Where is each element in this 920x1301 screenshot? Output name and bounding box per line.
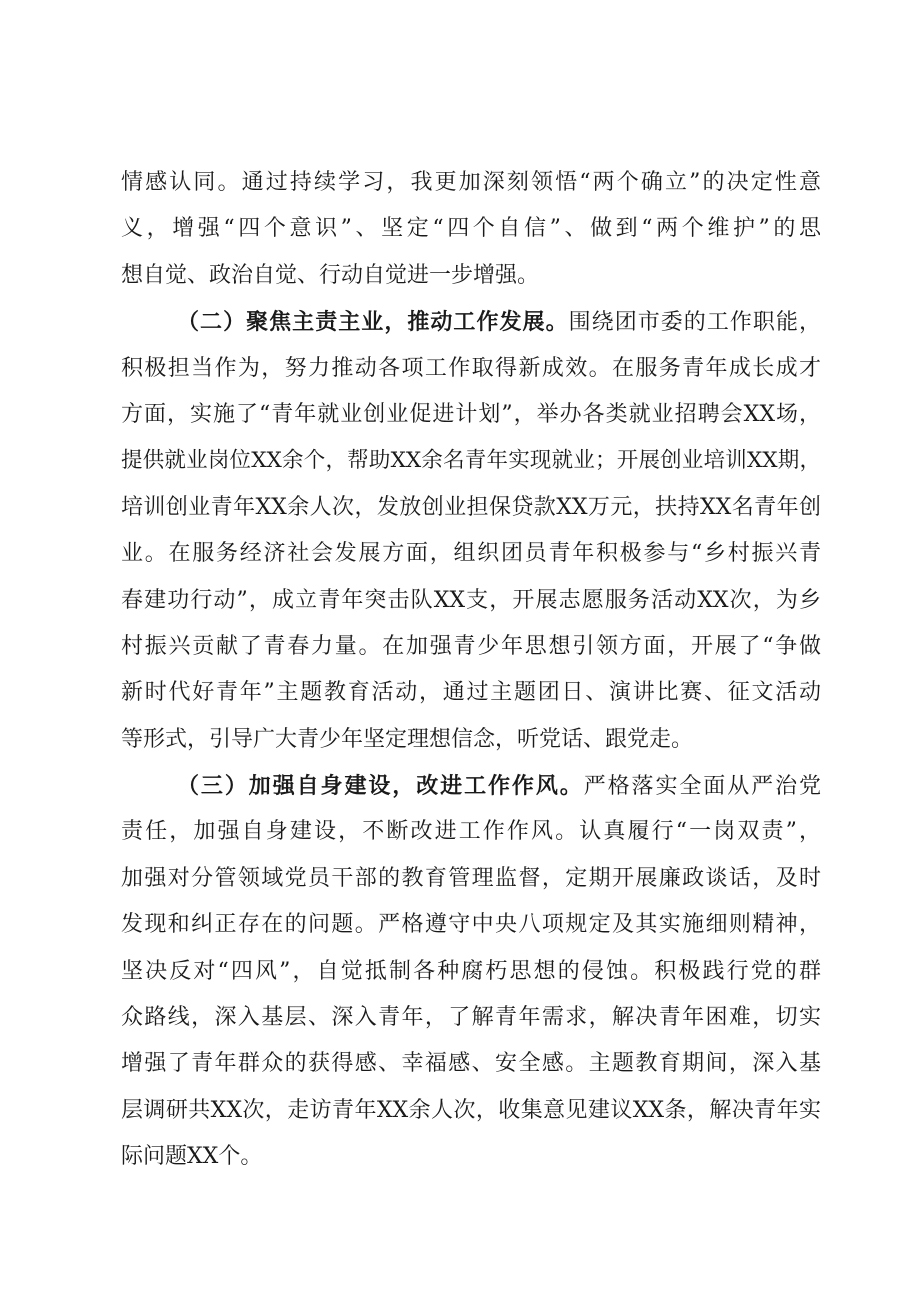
- text-line: 积极担当作为，努力推动各项工作取得新成效。在服务青年成长成才: [121, 355, 821, 381]
- paragraph-2: [121, 299, 821, 763]
- text-line: 责任，加强自身建设，不断改进工作作风。认真履行“一岗双责”，: [121, 819, 821, 845]
- text-line: 村振兴贡献了青春力量。在加强青少年思想引领方面，开展了“争做: [121, 633, 821, 659]
- text-line: 提供就业岗位XX余个，帮助XX余名青年实现就业；开展创业培训XX期，: [121, 448, 821, 474]
- text-line: 方面，实施了“青年就业创业促进计划”，举办各类就业招聘会XX场，: [121, 401, 821, 427]
- text-line: [121, 763, 821, 809]
- text-line: 义，增强“四个意识”、坚定“四个自信”、做到“两个维护”的思: [121, 216, 821, 242]
- text-line: 情感认同。通过持续学习，我更加深刻领悟“两个确立”的决定性意: [121, 170, 821, 195]
- text-line: 等形式，引导广大青少年坚定理想信念，听党话、跟党走。: [121, 726, 694, 752]
- text-line: 想自觉、政治自觉、行动自觉进一步增强。: [121, 262, 540, 288]
- document-page: [121, 160, 821, 1181]
- paragraph-3: [121, 763, 821, 1181]
- text-run: 严格落实全面从严治党: [583, 774, 821, 800]
- section-heading-3: （三）加强自身建设，改进工作作风。: [177, 773, 584, 800]
- section-heading-2: （二）聚焦主责主业，推动工作发展。: [177, 309, 569, 336]
- text-line: 加强对分管领域党员干部的教育管理监督，定期开展廉政谈话，及时: [121, 865, 821, 891]
- text-line: 增强了青年群众的获得感、幸福感、安全感。主题教育期间，深入基: [121, 1051, 821, 1077]
- text-line: 坚决反对“四风”，自觉抵制各种腐朽思想的侵蚀。积极践行党的群: [121, 958, 821, 984]
- text-line: 发现和纠正存在的问题。严格遵守中央八项规定及其实施细则精神，: [121, 912, 821, 938]
- text-line: 春建功行动”，成立青年突击队XX支，开展志愿服务活动XX次，为乡: [121, 587, 821, 613]
- text-line: 培训创业青年XX余人次，发放创业担保贷款XX万元，扶持XX名青年创: [121, 494, 821, 520]
- text-line: 层调研共XX次，走访青年XX余人次，收集意见建议XX条，解决青年实: [121, 1097, 821, 1123]
- text-line: 新时代好青年”主题教育活动，通过主题团日、演讲比赛、征文活动: [121, 680, 821, 706]
- paragraph-1: [121, 160, 821, 299]
- text-line: 众路线，深入基层、深入青年，了解青年需求，解决青年困难，切实: [121, 1005, 821, 1031]
- text-run: 围绕团市委的工作职能，: [568, 310, 821, 336]
- text-line: 际问题XX个。: [121, 1144, 263, 1170]
- text-line: 业。在服务经济社会发展方面，组织团员青年积极参与“乡村振兴青: [121, 541, 821, 567]
- text-line: [121, 299, 821, 345]
